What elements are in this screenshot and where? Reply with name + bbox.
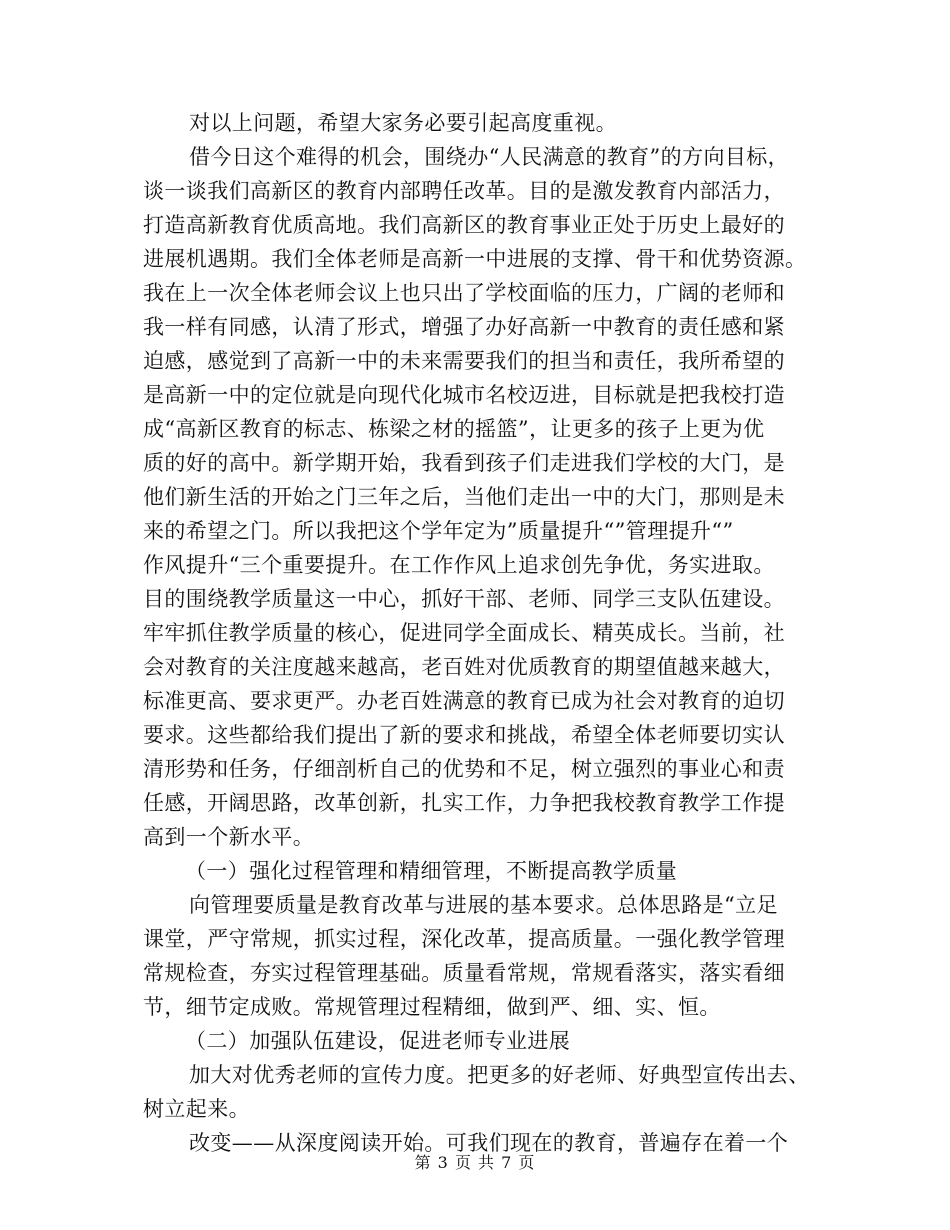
paragraph-line: 加大对优秀老师的宣传力度。把更多的好老师、好典型宣传出去、 [189,1063,810,1087]
paragraph-line: 迫感，感觉到了高新一中的未来需要我们的担当和责任，我所希望的 [143,349,785,373]
paragraph-line: 质的好的高中。新学期开始，我看到孩子们走进我们学校的大门，是 [143,451,785,475]
paragraph-line: 谈一谈我们高新区的教育内部聘任改革。目的是激发教育内部活力， [143,179,785,203]
paragraph-line: 标准更高、要求更严。办老百姓满意的教育已成为社会对教育的迫切 [143,689,785,713]
paragraph-line: 向管理要质量是教育改革与进展的基本要求。总体思路是“立足 [189,893,778,917]
section-heading: （二）加强队伍建设，促进老师专业进展 [185,1029,571,1053]
page-number-footer: 第 3 页 共 7 页 [414,1153,536,1172]
paragraph-line: 进展机遇期。我们全体老师是高新一中进展的支撑、骨干和优势资源。 [143,247,807,271]
paragraph-line: 我在上一次全体老师会议上也只出了学校面临的压力，广阔的老师和 [143,281,785,305]
paragraph-line: 会对教育的关注度越来越高，老百姓对优质教育的期望值越来越大， [143,655,785,679]
paragraph-line: 作风提升“三个重要提升。在工作作风上追求创先争优，务实进取。 [143,553,775,577]
paragraph-line: 我一样有同感，认清了形式，增强了办好高新一中教育的责任感和紧 [143,315,785,339]
paragraph-line: 目的围绕教学质量这一中心，抓好干部、老师、同学三支队伍建设。 [143,587,785,611]
paragraph-line: 要求。这些都给我们提出了新的要求和挑战，希望全体老师要切实认 [143,723,785,747]
paragraph-line: 常规检查，夯实过程管理基础。质量看常规，常规看落实，落实看细 [143,961,785,985]
section-heading: （一）强化过程管理和精细管理，不断提高教学质量 [185,859,678,883]
paragraph-line: 对以上问题，希望大家务必要引起高度重视。 [189,111,617,135]
paragraph-line: 课堂，严守常规，抓实过程，深化改革，提高质量。一强化教学管理 [143,927,785,951]
paragraph-line: 成“高新区教育的标志、栋梁之材的摇篮”，让更多的孩子上更为优 [143,417,765,441]
paragraph-line: 是高新一中的定位就是向现代化城市名校迈进，目标就是把我校打造 [143,383,785,407]
paragraph-line: 打造高新教育优质高地。我们高新区的教育事业正处于历史上最好的 [143,213,785,237]
paragraph-line: 清形势和任务，仔细剖析自己的优势和不足，树立强烈的事业心和责 [143,757,785,781]
paragraph-line: 树立起来。 [143,1097,250,1121]
paragraph-line: 牢牢抓住教学质量的核心，促进同学全面成长、精英成长。当前，社 [143,621,785,645]
paragraph-line: 改变——从深度阅读开始。可我们现在的教育，普遍存在着一个 [189,1131,789,1155]
paragraph-line: 他们新生活的开始之门三年之后，当他们走出一中的大门，那则是未 [143,485,785,509]
paragraph-line: 借今日这个难得的机会，围绕办“人民满意的教育”的方向目标， [189,145,790,169]
paragraph-line: 任感，开阔思路，改革创新，扎实工作，力争把我校教育教学工作提 [143,791,785,815]
paragraph-line: 节，细节定成败。常规管理过程精细，做到严、细、实、恒。 [143,995,721,1019]
paragraph-line: 高到一个新水平。 [143,825,315,849]
paragraph-line: 来的希望之门。所以我把这个学年定为”质量提升“”管理提升“” [143,519,734,543]
